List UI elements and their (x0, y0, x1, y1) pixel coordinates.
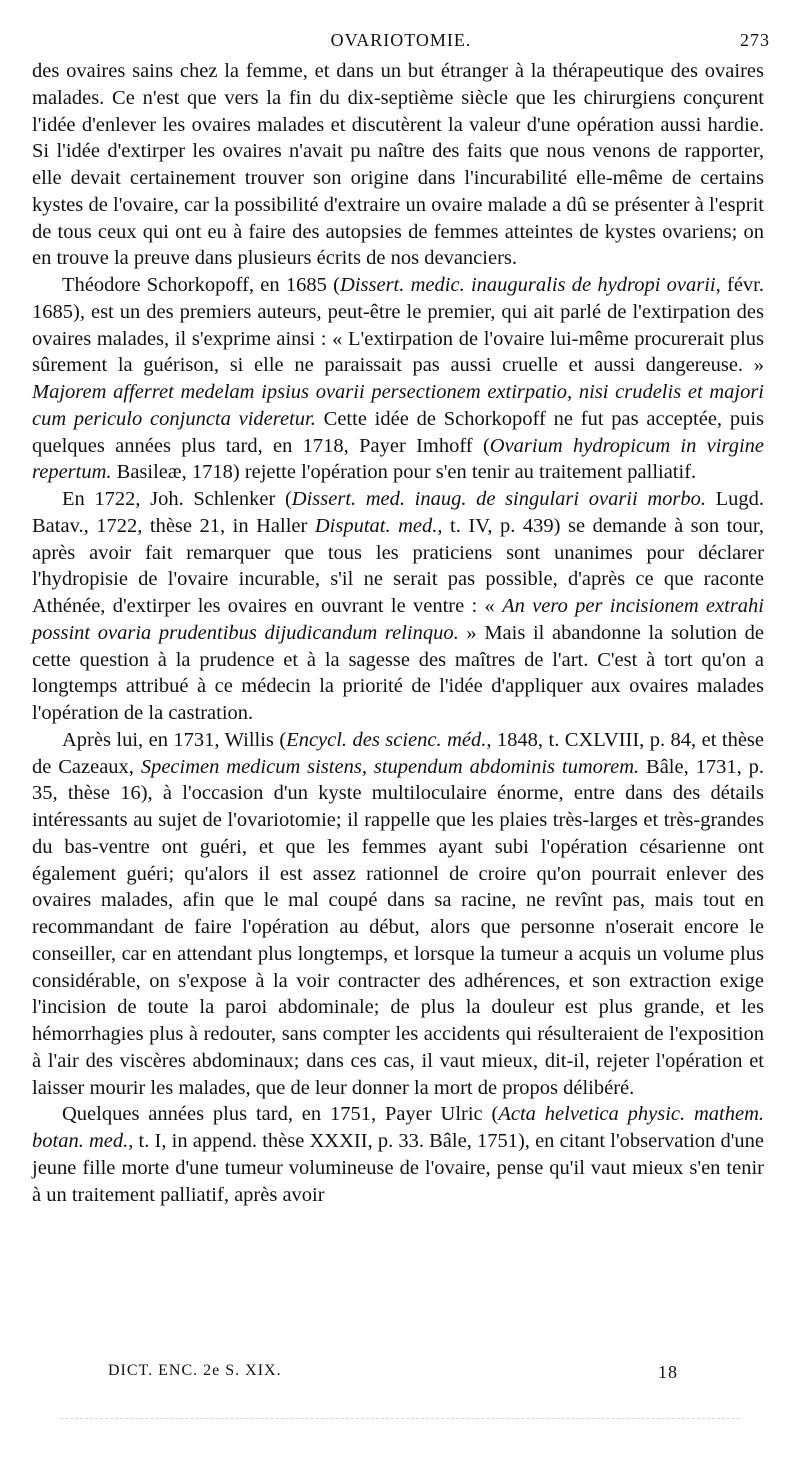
italic-citation: Majorem afferret medelam ipsius ovarii persectionem extirpatio, nisi crudelis et majori cum periculo conjuncta videretur. (32, 381, 764, 430)
running-header (32, 30, 770, 54)
italic-citation: Disputat. med., (314, 514, 443, 537)
text-run: En 1722, Joh. Schlenker ( (62, 488, 292, 510)
text-run: Lugd. Batav., 1722, thèse 21, in Haller (32, 488, 765, 537)
sheet-number: 18 (658, 1362, 678, 1382)
text-run: Basileæ, 1718) rejette l'opération pour s'en tenir au traitement palliatif. (111, 461, 697, 484)
italic-citation: Specimen medicum sistens, stupendum abdominis tumorem. (140, 755, 640, 778)
italic-citation: Encycl. des scienc. méd., (286, 728, 492, 751)
bottom-edge-marks (60, 1418, 740, 1423)
page-footer (100, 1362, 700, 1386)
italic-citation: Acta helvetica physic. mathem. botan. med., (32, 1103, 764, 1152)
text-run: » Mais il abandonne la solution de cette question à la prudence et à la sagesse des maîtres de l'art. C'est à tort qu'on a longtemps attribué à ce médecin la priorité de l'idée d'appliquer aux ovaires malades l'opération de la castration. (32, 621, 764, 724)
italic-citation: Dissert. med. inaug. de singulari ovarii morbo. (291, 488, 706, 510)
text-run: févr. 1685), est un des premiers auteurs, peut-être le premier, qui ait parlé de l'extirpation des ovaires malades, il s'exprime ainsi : « L'extirpation de l'ovaire lui-même procurerait plus sûrement la guérison, si elle ne paraissait pas aussi cruelle et aussi dangereuse. » (32, 274, 765, 377)
italic-citation: An vero per incisionem extrahi possint ovaria prudentibus dijudicandum relinquo. (32, 595, 764, 644)
paragraph (32, 272, 764, 486)
italic-citation: Ovarium hydropicum in virgine repertum. (32, 434, 764, 484)
text-run: t. I, in append. thèse XXXII, p. 33. Bâle, 1751), en citant l'observation d'une jeune fille morte d'une tumeur volumineuse de l'ovaire, pense qu'il vaut mieux s'en tenir à un traitement palliatif, après avoir (32, 1130, 764, 1206)
text-run: 1848, t. CXLVIII, p. 84, et thèse de Cazeaux, (32, 728, 764, 778)
running-title: OVARIOTOMIE. (330, 30, 472, 50)
paragraph (32, 58, 764, 272)
paragraph (32, 727, 764, 1102)
paragraph (32, 486, 764, 727)
text-run: Bâle, 1731, p. 35, thèse 16), à l'occasion d'un kyste multiloculaire énorme, entre dans des détails intéressants au sujet de l'ovariotomie; il rappelle que les plaies très-larges et très-grandes du bas-ventre ont guéri, et que les femmes ayant subi l'opération césarienne ont également guéri; qu'alors il est assez rationnel de croire qu'on pourrait enlever des ovaires malades, afin que le mal coupé dans sa racine, ne revînt pas, mais tout en recommandant de faire l'opération au début, alors que personne n'oserait encore le conseiller, car en attendant plus longtemps, et lorsque la tumeur a acquis un volume plus considérable, on s'expose à la voir contracter des adhérences, et son extraction exige l'incision de toute la paroi abdominale; de plus la douleur est plus grande, et les hémorrhagies plus à redouter, sans compter les accidents qui résulteraient de l'exposition à l'air des viscères abdominaux; dans ces cas, il vaut mieux, dit-il, rejeter l'opération et laisser mourir les malades, que de leur donner la mort de propos délibéré. (32, 755, 764, 1099)
text-run: des ovaires sains chez la femme, et dans un but étranger à la thérapeutique des ovaires malades. Ce n'est que vers la fin du dix-septième siècle que les chirurgiens conçurent l'idée d'enlever les ovaires malades et discutèrent la valeur d'une opération aussi hardie. Si l'idée d'extirper les ovaires n'avait pu naître des faits que nous venons de rapporter, elle devait certainement trouver son origine dans l'incurabilité elle-même de certains kystes de l'ovaire, car la possibilité d'extraire un ovaire malade a dû se présenter à l'esprit de tous ceux qui ont eu à faire des autopsies de femmes atteintes de kystes ovariens; on en trouve la preuve dans plusieurs écrits de nos devanciers. (32, 60, 764, 270)
text-run: t. IV, p. 439) se demande à son tour, après avoir fait remarquer que tous les praticiens sont unanimes pour déclarer l'hydropisie de l'ovaire incurable, s'il ne serait pas possible, d'après ce que raconte Athénée, d'extirper les ovaires en ouvrant le ventre : « (32, 514, 765, 617)
paragraph (32, 1101, 764, 1208)
text-run: Après lui, en 1731, Willis ( (62, 728, 287, 751)
italic-citation: Dissert. medic. inauguralis de hydropi ovarii, (340, 274, 721, 296)
page-number: 273 (740, 30, 770, 50)
text-run: Cette idée de Schorkopoff ne fut pas acceptée, puis quelques années plus tard, en 1718, Payer Imhoff ( (32, 407, 764, 457)
signature-mark: DICT. ENC. 2e S. XIX. (108, 1362, 282, 1379)
text-run: Théodore Schorkopoff, en 1685 ( (62, 274, 341, 296)
text-run: Quelques années plus tard, en 1751, Payer Ulric ( (62, 1103, 499, 1126)
body-text (32, 58, 764, 1208)
